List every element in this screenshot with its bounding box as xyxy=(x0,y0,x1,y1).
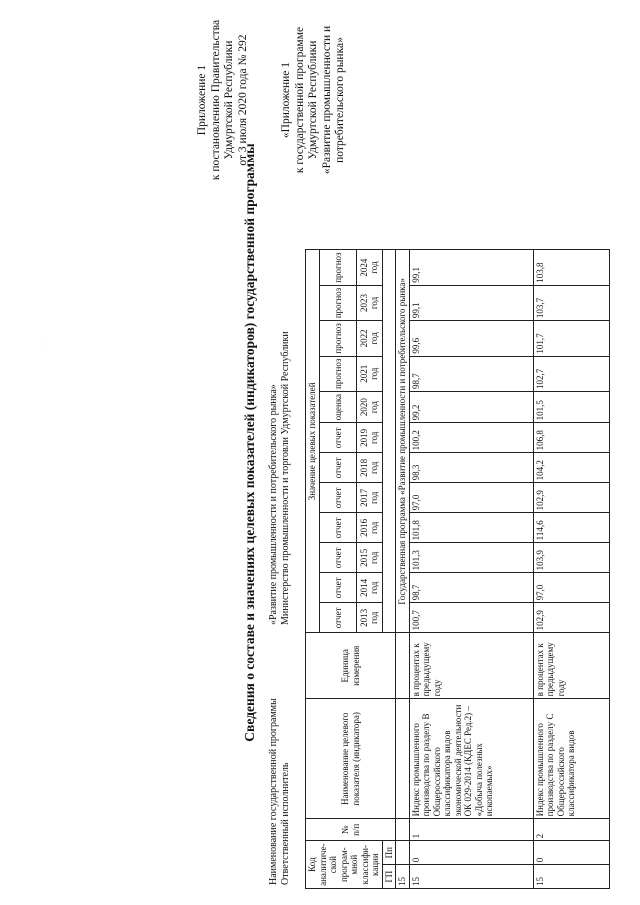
value-cell: 97,0 xyxy=(409,483,533,513)
value-cell: 98,7 xyxy=(409,573,533,603)
program-code-cell: 15 xyxy=(396,865,410,889)
header-unit: Единица измерения xyxy=(306,633,396,699)
year-cell: 2014 год xyxy=(357,573,382,603)
executor-label: Ответственный исполнитель xyxy=(280,762,291,885)
table-row xyxy=(409,250,533,889)
value-cell: 101,8 xyxy=(409,513,533,543)
program-label: Наименование государственной программы xyxy=(268,698,279,885)
value-cell: 103,8 xyxy=(533,250,609,285)
year-cell: 2024 год xyxy=(357,250,382,285)
appendix-program-line: Удмуртской Республики xyxy=(307,40,319,160)
year-cell: 2021 год xyxy=(357,356,382,391)
status-cell: прогноз xyxy=(320,285,357,320)
value-cell: 104,2 xyxy=(533,453,609,483)
row-indicator-name: Индекс промышленного производства по разделу B Общероссийского классификатора видов экономической деятельности ОК 029-2014 (КДЕС Ред.2) – «Добыча полезных ископаемых» xyxy=(409,699,533,819)
status-cell: отчет xyxy=(320,513,357,543)
status-cell: отчет xyxy=(320,453,357,483)
status-cell: отчет xyxy=(320,603,357,633)
value-cell: 103,9 xyxy=(533,543,609,573)
value-cell: 99,2 xyxy=(409,391,533,422)
row-indicator-name: Индекс промышленного производства по разделу C Общероссийского классификатора видов xyxy=(533,699,609,819)
value-cell: 99,6 xyxy=(409,321,533,356)
year-cell: 2023 год xyxy=(357,285,382,320)
program-value: «Развитие промышленности и потребительского рынка» xyxy=(268,384,279,625)
year-cell: 2017 год xyxy=(357,483,382,513)
empty-cell xyxy=(396,633,410,699)
value-cell: 100,2 xyxy=(409,423,533,453)
value-cell: 114,6 xyxy=(533,513,609,543)
status-cell: отчет xyxy=(320,543,357,573)
row-pp: 0 xyxy=(409,841,533,865)
value-cell: 101,7 xyxy=(533,321,609,356)
header-target-values: Значение целевых показателей xyxy=(306,250,320,633)
value-cell: 103,7 xyxy=(533,285,609,320)
row-number: 1 xyxy=(409,819,533,841)
header-gp: ГП xyxy=(382,865,396,889)
empty-cell xyxy=(396,841,410,865)
row-unit: в процентах к предыдущему году xyxy=(409,633,533,699)
value-cell: 106,8 xyxy=(533,423,609,453)
value-cell: 101,5 xyxy=(533,391,609,422)
value-cell: 102,7 xyxy=(533,356,609,391)
program-row: Государственная программа «Развитие промышленности и потребительского рынка» xyxy=(396,250,410,633)
status-cell: оценка xyxy=(320,391,357,422)
header-code: Код аналитической программной классификации xyxy=(306,841,383,889)
row-unit: в процентах к предыдущему году xyxy=(533,633,609,699)
appendix-program xyxy=(280,5,348,195)
year-cell: 2015 год xyxy=(357,543,382,573)
status-cell: прогноз xyxy=(320,356,357,391)
header-spacer xyxy=(382,250,396,633)
value-cell: 102,9 xyxy=(533,483,609,513)
appendix-resolution-title: Приложение 1 xyxy=(196,64,208,136)
status-cell: прогноз xyxy=(320,321,357,356)
row-pp: 0 xyxy=(533,841,609,865)
row-number: 2 xyxy=(533,819,609,841)
value-cell: 98,3 xyxy=(409,453,533,483)
status-cell: отчет xyxy=(320,423,357,453)
value-cell: 102,9 xyxy=(533,603,609,633)
empty-cell xyxy=(396,819,410,841)
appendix-program-line: «Развитие промышленности и xyxy=(320,25,333,175)
appendix-resolution-line: Удмуртской Республики xyxy=(223,40,235,160)
status-cell: отчет xyxy=(320,483,357,513)
year-cell: 2020 год xyxy=(357,391,382,422)
header-number: № п/п xyxy=(306,819,396,841)
value-cell: 100,7 xyxy=(409,603,533,633)
year-cell: 2013 год xyxy=(357,603,382,633)
document-title: Сведения о составе и значениях целевых показателей (индикаторов) государственной программы xyxy=(242,143,257,742)
status-cell: отчет xyxy=(320,573,357,603)
value-cell: 98,7 xyxy=(409,356,533,391)
executor-value: Министерство промышленности и торговли Удмуртской Республики xyxy=(280,331,291,625)
year-cell: 2018 год xyxy=(357,453,382,483)
appendix-program-line: потребительского рынка» xyxy=(334,37,346,163)
indicators-table xyxy=(305,249,610,889)
appendix-resolution-line: к постановлению Правительства xyxy=(209,19,222,181)
appendix-program-line: к государственной программе xyxy=(293,26,306,174)
scan-mark: · xyxy=(42,343,48,345)
appendix-resolution-line: от 3 июля 2020 года № 292 xyxy=(236,34,249,166)
table-row xyxy=(533,250,609,889)
value-cell: 97,0 xyxy=(533,573,609,603)
header-pp: Пп xyxy=(382,841,396,865)
status-cell: прогноз xyxy=(320,250,357,285)
appendix-program-title: «Приложение 1 xyxy=(280,61,292,139)
row-gp: 15 xyxy=(533,865,609,889)
row-gp: 15 xyxy=(409,865,533,889)
header-indicator-name: Наименование целевого показателя (индикатора) xyxy=(306,699,396,819)
year-cell: 2019 год xyxy=(357,423,382,453)
value-cell: 99,1 xyxy=(409,285,533,320)
value-cell: 99,1 xyxy=(409,250,533,285)
year-cell: 2016 год xyxy=(357,513,382,543)
year-cell: 2022 год xyxy=(357,321,382,356)
empty-cell xyxy=(396,699,410,819)
value-cell: 101,3 xyxy=(409,543,533,573)
